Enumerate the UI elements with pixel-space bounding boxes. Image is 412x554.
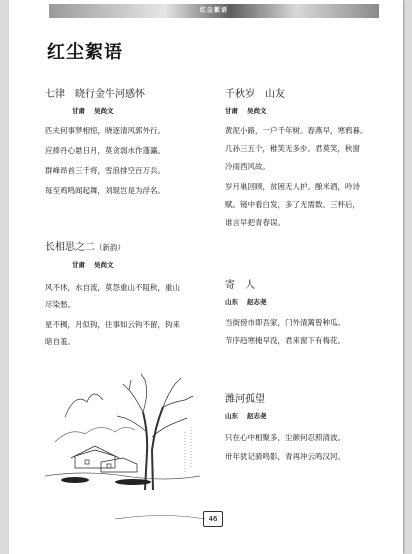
author-name: 赵志尧 [247, 412, 267, 420]
poem-line: 群峰昂首三千将，雪浪排空百万兵。 [45, 166, 165, 175]
author-name: 吴尚文 [94, 107, 114, 115]
page-number-ornament [45, 512, 205, 526]
ink-landscape-illustration [45, 372, 200, 490]
author-name: 吴尚文 [94, 261, 114, 269]
poem-line: 赋。镜中看白发，多了无需数。三杯后， [225, 200, 360, 209]
poem-author-2 [72, 260, 114, 269]
poem-line: 每至鸡鸣闻起舞，刘琨岂是为浮名。 [45, 186, 165, 195]
poem-line: 星不稠，月似钩，往事如云钩不留，钩来 [45, 320, 180, 329]
poem-author-3 [225, 106, 267, 115]
poem-title-5: 潍河孤望 [225, 394, 265, 405]
poem-line: 节序趋寒掩早没，君来窗下有梅花。 [225, 336, 345, 345]
document-page [9, 0, 403, 554]
poem-line: 谁言早把青春误。 [225, 218, 285, 227]
poem-title-3: 千秋岁 山友 [225, 89, 285, 100]
poem-title-2 [45, 238, 125, 253]
poem-title-text: 长相思之二 [45, 242, 95, 253]
author-place: 山东 [225, 298, 238, 306]
poem-title-1: 七律 晓行金牛河感怀 [45, 89, 145, 100]
author-place: 甘肃 [72, 261, 85, 269]
poem-line: 当街傍市即吾家，门外清篱曾种瓜。 [225, 318, 345, 327]
poem-line: 风不休，水自流，莫怨重山不阻秋，重山 [45, 283, 180, 292]
poem-line: 几孙三五个，稚笑无多步。君莫笑，秋窗 [225, 144, 360, 153]
page-number: 46 [203, 511, 223, 527]
poem-line: 只在心中相聚多，尘颜何忍照清波。 [225, 433, 345, 442]
poem-title-4: 寄 人 [225, 280, 255, 291]
poem-line: 岁月巢回顾，贫困无人护。酿米酒，吟诗 [225, 182, 360, 191]
poem-line: 暗自羞。 [45, 337, 75, 346]
poem-line: 卅年犹记骑鸣影，青再冲云鸣汉河。 [225, 452, 345, 461]
poem-line: 冷雨西风故。 [225, 162, 270, 171]
author-name: 吴尚文 [247, 107, 267, 115]
poem-author-5 [225, 411, 267, 420]
poem-line: 黄泥小路，一户千年树。春燕早，寒鸦暮。 [225, 126, 368, 135]
author-place: 山东 [225, 412, 238, 420]
poem-author-1 [72, 106, 114, 115]
poem-line: 尽染愁。 [45, 300, 75, 309]
poem-title-note: （新韵） [95, 243, 125, 252]
author-place: 甘肃 [225, 107, 238, 115]
section-title: 红尘絮语 [47, 42, 123, 63]
poem-line: 匹夫何事梦相惊，晓逐清风郭外行。 [45, 126, 165, 135]
poem-line: 应捧丹心悬日月，莫贪弱水作蓬瀛。 [45, 146, 165, 155]
author-place: 甘肃 [72, 107, 85, 115]
poem-author-4 [225, 297, 267, 306]
author-name: 赵志尧 [247, 298, 267, 306]
running-header-title: 红尘絮语 [199, 7, 228, 14]
running-header-banner [49, 4, 379, 18]
